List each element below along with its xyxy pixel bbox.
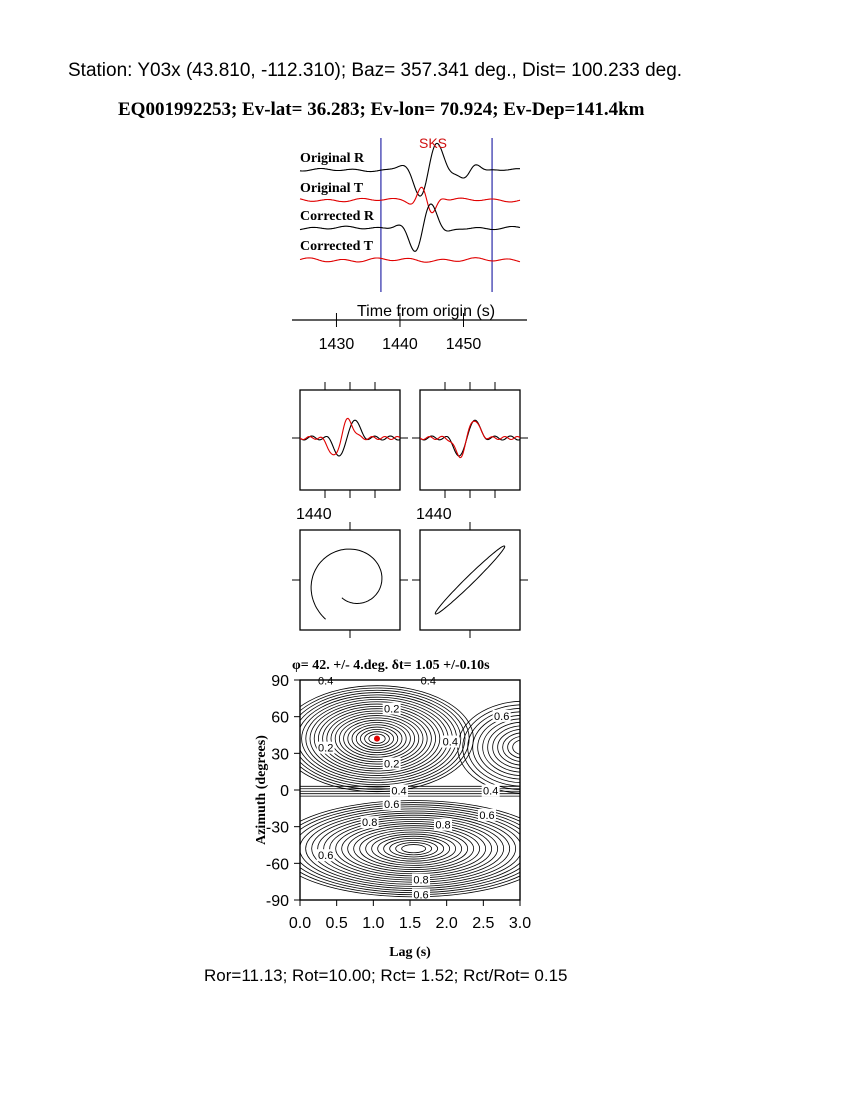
grid-xtick-label-4: 2.0	[435, 915, 458, 932]
grid-xtick-label-6: 3.0	[508, 915, 532, 932]
grid-ytick-label-2: 30	[271, 746, 289, 764]
grid-xtick-label-1: 0.5	[325, 915, 348, 932]
grid-ytick-label-3: 0	[280, 783, 289, 800]
contour-label-9: 0.4	[483, 785, 499, 798]
contour-label-6: 0.2	[384, 758, 400, 771]
grid-ytick-label-4: -30	[265, 819, 289, 837]
series-label-original-t: Original T	[300, 181, 364, 196]
series-label-original-r: Original R	[300, 151, 365, 166]
contour-label-3: 0.6	[494, 710, 510, 723]
best-fit-marker	[374, 736, 380, 742]
contour-label-4: 0.2	[318, 742, 334, 755]
contour-label-11: 0.8	[362, 817, 378, 830]
contour-label-5: 0.4	[442, 736, 458, 749]
grid-xtick-label-5: 2.5	[472, 915, 495, 932]
contour-label-15: 0.6	[413, 889, 429, 902]
contour-label-12: 0.8	[435, 819, 451, 832]
contour-label-1: 0.4	[420, 675, 436, 688]
grid-title: φ= 42. +/- 4.deg. δt= 1.05 +/-0.10s	[292, 658, 490, 673]
grid-xtick-label-2: 1.0	[362, 915, 385, 932]
station-line: Station: Y03x (43.810, -112.310); Baz= 357.341 deg., Dist= 100.233 deg.	[68, 60, 683, 81]
grid-ytick-label-1: 60	[271, 709, 289, 727]
time-tick-label-1: 1440	[382, 336, 418, 353]
ratio-line: Ror=11.13; Rot=10.00; Rct= 1.52; Rct/Rot= 0.15	[204, 966, 568, 985]
event-line: EQ001992253; Ev-lat= 36.283; Ev-lon= 70.924; Ev-Dep=141.4km	[118, 99, 645, 120]
contour-label-13: 0.6	[318, 850, 334, 863]
grid-xtick-label-0: 0.0	[288, 915, 312, 932]
series-label-corrected-t: Corrected T	[300, 239, 373, 254]
grid-ytick-label-5: -60	[265, 856, 289, 874]
grid-ylabel: Azimuth (degrees)	[254, 735, 269, 845]
time-axis-label: Time from origin (s)	[357, 303, 496, 320]
contour-label-0: 0.4	[318, 675, 334, 688]
series-label-corrected-r: Corrected R	[300, 209, 374, 224]
grid-xlabel: Lag (s)	[389, 945, 431, 960]
overlay-tick-label-original: 1440	[296, 506, 332, 523]
contour-label-8: 0.6	[384, 798, 400, 811]
contour-label-7: 0.4	[391, 785, 407, 798]
time-tick-label-2: 1450	[445, 336, 482, 353]
time-tick-label-0: 1430	[318, 336, 355, 353]
contour-label-14: 0.8	[413, 874, 429, 887]
overlay-tick-label-corrected: 1440	[416, 506, 452, 523]
grid-ytick-label-0: 90	[271, 673, 289, 690]
contour-label-2: 0.2	[384, 703, 400, 716]
grid-xtick-label-3: 1.5	[398, 915, 422, 932]
contour-label-10: 0.6	[479, 809, 495, 822]
grid-ytick-label-6: -90	[265, 893, 289, 910]
phase-label: SKS	[419, 135, 448, 151]
